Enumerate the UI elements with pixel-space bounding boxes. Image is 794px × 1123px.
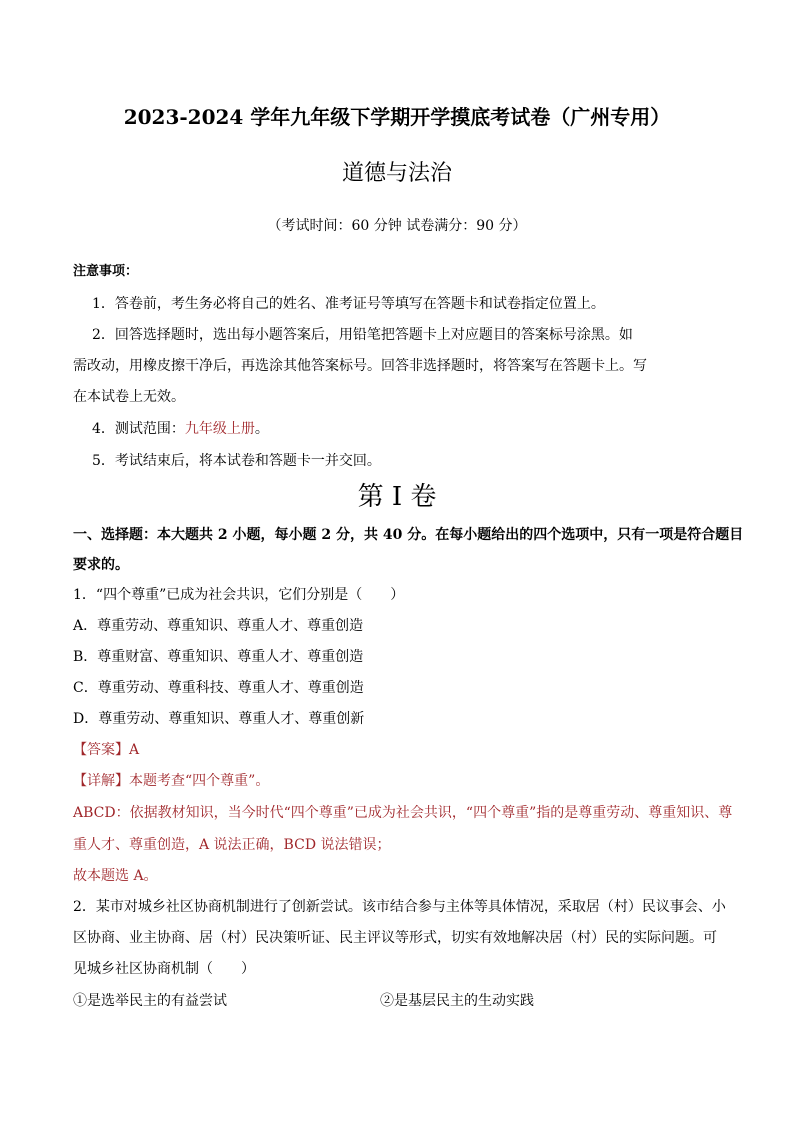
question-1-analysis-line-1: ABCD：依据教材知识，当今时代“四个尊重”已成为社会共识，“四个尊重”指的是尊重劳动、尊重知识、尊: [73, 805, 733, 821]
question-2-stem-line-3: 见城乡社区协商机制（ ）: [73, 961, 255, 977]
question-1-option-d: D．尊重劳动、尊重知识、尊重人才、尊重创新: [73, 711, 365, 727]
question-1-option-c: C．尊重劳动、尊重科技、尊重人才、尊重创造: [73, 680, 364, 696]
question-1-answer: 【答案】A: [73, 742, 140, 758]
notice-item-1: 1．答卷前，考生务必将自己的姓名、准考证号等填写在答题卡和试卷指定位置上。: [92, 296, 605, 312]
question-1-conclusion: 故本题选 A。: [73, 868, 158, 884]
question-1-analysis-line-2: 重人才、尊重创造，A 说法正确，BCD 说法错误；: [73, 837, 391, 853]
question-1-detail: 【详解】本题考查“四个尊重”。: [73, 773, 270, 789]
question-1-option-b: B．尊重财富、尊重知识、尊重人才、尊重创造: [73, 649, 364, 665]
question-1-option-a: A．尊重劳动、尊重知识、尊重人才、尊重创造: [73, 618, 364, 634]
question-2-option-2: ②是基层民主的生动实践: [380, 993, 534, 1009]
notice-item-2-line-2: 需改动，用橡皮擦干净后，再选涂其他答案标号。回答非选择题时，将答案写在答题卡上。写: [73, 358, 647, 374]
test-scope: 九年级上册: [184, 421, 255, 437]
question-1-stem: 1．“四个尊重”已成为社会共识，它们分别是（ ）: [73, 587, 405, 603]
notice-item-4-prefix: 4．测试范围：: [92, 421, 185, 437]
notice-item-2-line-1: 2．回答选择题时，选出每小题答案后，用铅笔把答题卡上对应题目的答案标号涂黑。如: [92, 327, 633, 343]
section-1-heading-line-1: 一、选择题：本大题共 2 小题，每小题 2 分，共 40 分。在每小题给出的四个选项中，只有一项是符合题目: [73, 527, 744, 543]
exam-info: （考试时间：60 分钟 试卷满分：90 分）: [267, 218, 527, 234]
question-2-stem-line-1: 2．某市对城乡社区协商机制进行了创新尝试。该市结合参与主体等具体情况，采取居（村）民议事会、小: [73, 899, 726, 915]
section-1-heading-line-2: 要求的。: [73, 557, 129, 573]
notice-item-2-line-3: 在本试卷上无效。: [73, 389, 185, 405]
subject-title: 道德与法治: [341, 161, 452, 186]
question-2-option-1: ①是选举民主的有益尝试: [73, 993, 227, 1009]
notice-item-5: 5．考试结束后，将本试卷和答题卡一并交回。: [92, 453, 381, 469]
question-2-stem-line-2: 区协商、业主协商、居（村）民决策听证、民主评议等形式，切实有效地解决居（村）民的实际问题。可: [73, 930, 717, 946]
notice-item-4: [92, 419, 269, 439]
volume-title: 第 I 卷: [357, 482, 437, 512]
notice-title: 注意事项：: [73, 264, 139, 279]
notice-item-4-suffix: 。: [254, 421, 269, 437]
page-title: 2023-2024 学年九年级下学期开学摸底考试卷（广州专用）: [123, 105, 671, 129]
